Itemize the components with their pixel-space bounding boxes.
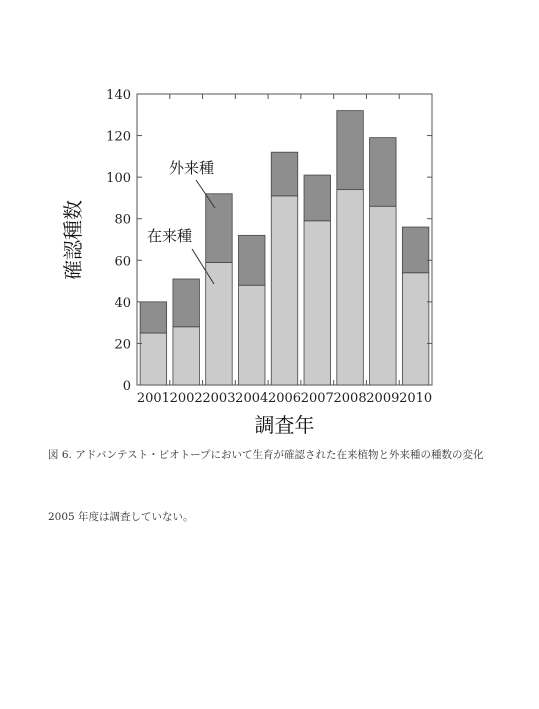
annotation-native-label: 在来種 bbox=[147, 227, 193, 245]
bar-alien-2007 bbox=[304, 175, 331, 221]
x-tick-label: 2006 bbox=[267, 391, 302, 406]
y-tick-label: 20 bbox=[114, 337, 131, 353]
bar-alien-2003 bbox=[206, 194, 233, 263]
bar-native-2007 bbox=[304, 221, 331, 385]
figure-note: 2005 年度は調査していない。 bbox=[48, 511, 194, 523]
x-tick-label: 2001 bbox=[136, 391, 170, 406]
y-tick-label: 140 bbox=[106, 88, 131, 103]
bar-alien-2008 bbox=[337, 111, 364, 190]
y-tick-label: 100 bbox=[106, 171, 131, 187]
x-tick-label: 2008 bbox=[333, 391, 367, 406]
x-tick-label: 2009 bbox=[366, 391, 400, 406]
figure-caption: 図 6. アドバンテスト・ビオトープにおいて生育が確認された在来植物と外来種の種数の変化 bbox=[48, 449, 484, 461]
bar-alien-2004 bbox=[238, 235, 265, 285]
y-tick-label: 40 bbox=[114, 295, 131, 311]
bar-native-2003 bbox=[206, 262, 233, 385]
y-axis-title: 確認種数 bbox=[61, 200, 85, 280]
bar-native-2001 bbox=[140, 333, 167, 385]
y-tick-label: 0 bbox=[122, 379, 131, 394]
bar-alien-2001 bbox=[140, 302, 167, 333]
bar-native-2010 bbox=[402, 273, 429, 385]
annotation-alien-label: 外来種 bbox=[169, 159, 215, 177]
y-tick-label: 120 bbox=[106, 129, 131, 145]
bar-native-2008 bbox=[337, 190, 364, 385]
x-tick-label: 2002 bbox=[169, 391, 203, 406]
y-tick-label: 60 bbox=[114, 254, 131, 270]
bar-native-2006 bbox=[271, 196, 298, 385]
bar-alien-2002 bbox=[173, 279, 200, 327]
x-tick-label: 2010 bbox=[399, 391, 433, 406]
bar-alien-2006 bbox=[271, 152, 298, 196]
y-tick-label: 80 bbox=[114, 212, 131, 228]
x-tick-label: 2004 bbox=[235, 391, 269, 406]
bar-native-2009 bbox=[370, 206, 397, 385]
bar-native-2002 bbox=[173, 327, 200, 385]
bar-native-2004 bbox=[238, 285, 265, 385]
bar-alien-2009 bbox=[370, 138, 397, 207]
bar-alien-2010 bbox=[402, 227, 429, 273]
x-axis-title: 調査年 bbox=[254, 413, 315, 437]
x-tick-label: 2007 bbox=[300, 391, 334, 406]
x-tick-label: 2003 bbox=[202, 391, 236, 406]
